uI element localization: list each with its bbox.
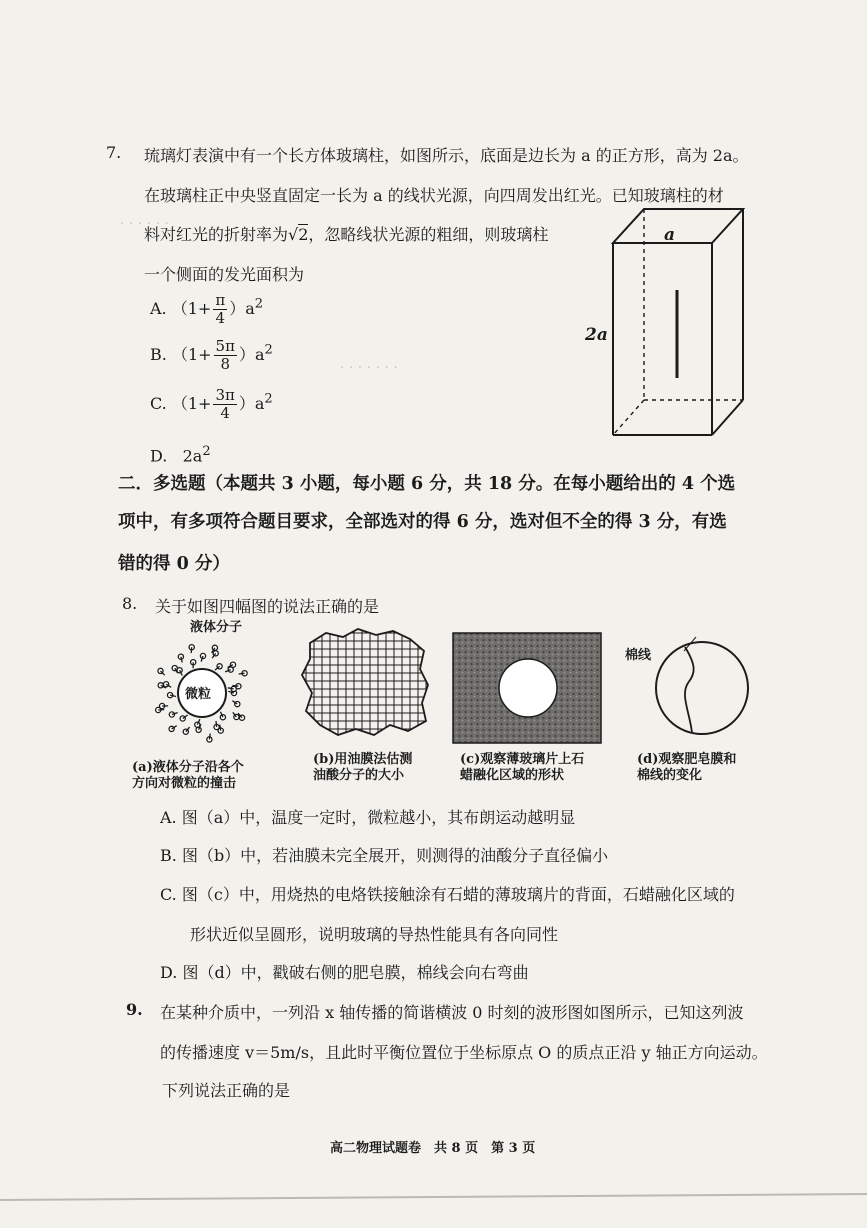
q8-option-d xyxy=(160,960,529,983)
molecule-arrow xyxy=(220,725,221,731)
option-pre: （1+ xyxy=(171,299,212,318)
option-pre: （1+ xyxy=(171,394,212,413)
option-pre: （1+ xyxy=(171,345,212,364)
q8-option-a xyxy=(160,805,575,828)
q8-option-b xyxy=(160,843,608,866)
option-text: 2a xyxy=(182,446,203,466)
oil-film-outline xyxy=(302,629,428,735)
liquid-molecule xyxy=(196,727,201,732)
sqrt-symbol: √2 xyxy=(288,225,309,244)
exponent: 2 xyxy=(264,342,273,358)
q7-option-c xyxy=(150,387,273,422)
fig-d-caption-2: 棉线的变化 xyxy=(637,768,703,783)
q8-option-c-continued: 形状近似呈圆形，说明玻璃的导热性能具有各向同性 xyxy=(190,925,559,944)
hidden-edge xyxy=(613,400,644,435)
fig-a-caption xyxy=(132,760,262,792)
q7-line-1: 琉璃灯表演中有一个长方体玻璃柱，如图所示，底面是边长为 a 的正方形，高为 2a。 xyxy=(144,146,749,165)
scan-edge xyxy=(0,1193,867,1201)
fig-c-caption-2: 蜡融化区域的形状 xyxy=(460,768,565,783)
prism-label-2a: 2a xyxy=(585,325,608,345)
fraction-numerator: π xyxy=(215,291,226,309)
fig-b-caption-1: (b)用油膜法估测 xyxy=(313,752,413,767)
option-post: ）a xyxy=(229,299,255,318)
q7-option-d xyxy=(150,444,211,465)
fig-a-caption-2: 方向对微粒的撞击 xyxy=(132,776,237,791)
fraction-denominator: 4 xyxy=(220,404,230,422)
prism-edge xyxy=(712,400,743,435)
q7-option-a xyxy=(150,292,263,327)
option-post: ）a xyxy=(238,394,265,413)
fig-c-caption xyxy=(460,752,610,784)
option-key: B. xyxy=(150,345,167,364)
fraction xyxy=(213,292,227,327)
prism-top-face xyxy=(613,209,743,243)
option-key: D. xyxy=(150,446,168,466)
soap-film-ring xyxy=(656,642,748,734)
fraction xyxy=(214,338,237,373)
fig-a-label-liquid-molecules: 液体分子 xyxy=(190,620,243,635)
fig-b-oil-film-grid xyxy=(298,625,433,740)
section-2-heading-line-2: 项中，有多项符合题目要求，全部选对的得 6 分，选对但不全的得 3 分，有选 xyxy=(118,512,727,532)
q9-line-2: 的传播速度 v＝5m/s，且此时平衡位置位于坐标原点 O 的质点正沿 y 轴正方向运动。 xyxy=(160,1043,768,1062)
fig-d-caption-1: (d)观察肥皂膜和 xyxy=(637,752,737,767)
melted-wax-region xyxy=(499,659,557,717)
molecule-arrow xyxy=(209,734,210,740)
bleed-through-text: · · · · · · xyxy=(120,216,169,232)
option-key: C. xyxy=(150,394,167,413)
fraction-numerator: 3π xyxy=(215,386,235,404)
option-text: 图（c）中，用烧热的电烙铁接触涂有石蜡的薄玻璃片的背面，石蜡融化区域的 xyxy=(181,885,735,904)
molecule-arrow xyxy=(232,686,238,687)
fig-d-soap-film xyxy=(650,625,750,745)
fraction-denominator: 4 xyxy=(215,309,226,327)
exponent: 2 xyxy=(254,296,264,312)
fraction-numerator: 5π xyxy=(215,337,235,355)
fig-c-wax-melting xyxy=(452,632,602,744)
molecule-arrow xyxy=(191,647,192,653)
option-key: A. xyxy=(150,299,167,318)
fig-c-caption-1: (c)观察薄玻璃片上石 xyxy=(460,752,585,767)
fig-d-caption xyxy=(637,752,767,784)
q7-number: 7. xyxy=(106,143,122,162)
molecule-arrow xyxy=(239,673,245,674)
molecule-arrow xyxy=(216,721,217,727)
cotton-thread xyxy=(685,647,694,733)
fraction xyxy=(213,387,236,422)
prism-label-a: a xyxy=(664,225,676,245)
fig-d-label-thread: 棉线 xyxy=(625,648,652,663)
q7-line-4: 一个侧面的发光面积为 xyxy=(144,265,305,284)
q8-option-c xyxy=(160,882,735,905)
liquid-molecule xyxy=(230,662,235,667)
q9-line-3: 下列说法正确的是 xyxy=(162,1081,291,1100)
sqrt-value: 2 xyxy=(298,225,309,244)
option-key: D. xyxy=(160,963,178,982)
section-2-heading-line-1: 二．多选题（本题共 3 小题，每小题 6 分，共 18 分。在每小题给出的 4 个选 xyxy=(118,474,736,494)
q7-line-3a: 料对红光的折射率为 xyxy=(144,225,289,244)
q7-line-3 xyxy=(144,222,548,245)
q7-line-3b: ，忽略线状光源的粗细，则玻璃柱 xyxy=(308,225,549,244)
option-text: 图（a）中，温度一定时，微粒越小，其布朗运动越明显 xyxy=(181,808,576,827)
fraction-denominator: 8 xyxy=(220,355,230,373)
fig-a-particle-label: 微粒 xyxy=(185,687,212,702)
option-key: A. xyxy=(160,808,177,827)
q8-stem: 关于如图四幅图的说法正确的是 xyxy=(155,597,380,616)
option-key: C. xyxy=(160,885,177,904)
fig-b-caption xyxy=(313,752,443,784)
option-text: 图（d）中，戳破右侧的肥皂膜，棉线会向右弯曲 xyxy=(182,963,529,982)
q9-number: 9. xyxy=(126,1000,143,1019)
exponent: 2 xyxy=(264,391,273,407)
option-text: 图（b）中，若油膜未完全展开，则测得的油酸分子直径偏小 xyxy=(181,846,609,865)
q8-number: 8. xyxy=(122,594,138,613)
option-key: B. xyxy=(160,846,177,865)
fig-b-caption-2: 油酸分子的大小 xyxy=(313,768,405,783)
bleed-through-text: · · · · · · · xyxy=(340,360,398,376)
option-post: ）a xyxy=(238,345,265,364)
section-2-heading-line-3: 错的得 0 分） xyxy=(118,554,230,574)
page-footer: 高二物理试题卷 共 8 页 第 3 页 xyxy=(330,1141,536,1156)
q7-line-2: 在玻璃柱正中央竖直固定一长为 a 的线状光源，向四周发出红光。已知玻璃柱的材 xyxy=(144,186,724,205)
q7-option-b xyxy=(150,338,273,373)
q9-line-1: 在某种介质中，一列沿 x 轴传播的简谐横波 0 时刻的波形图如图所示，已知这列波 xyxy=(160,1003,744,1022)
exponent: 2 xyxy=(202,444,211,459)
fig-a-caption-1: (a)液体分子沿各个 xyxy=(132,760,244,775)
